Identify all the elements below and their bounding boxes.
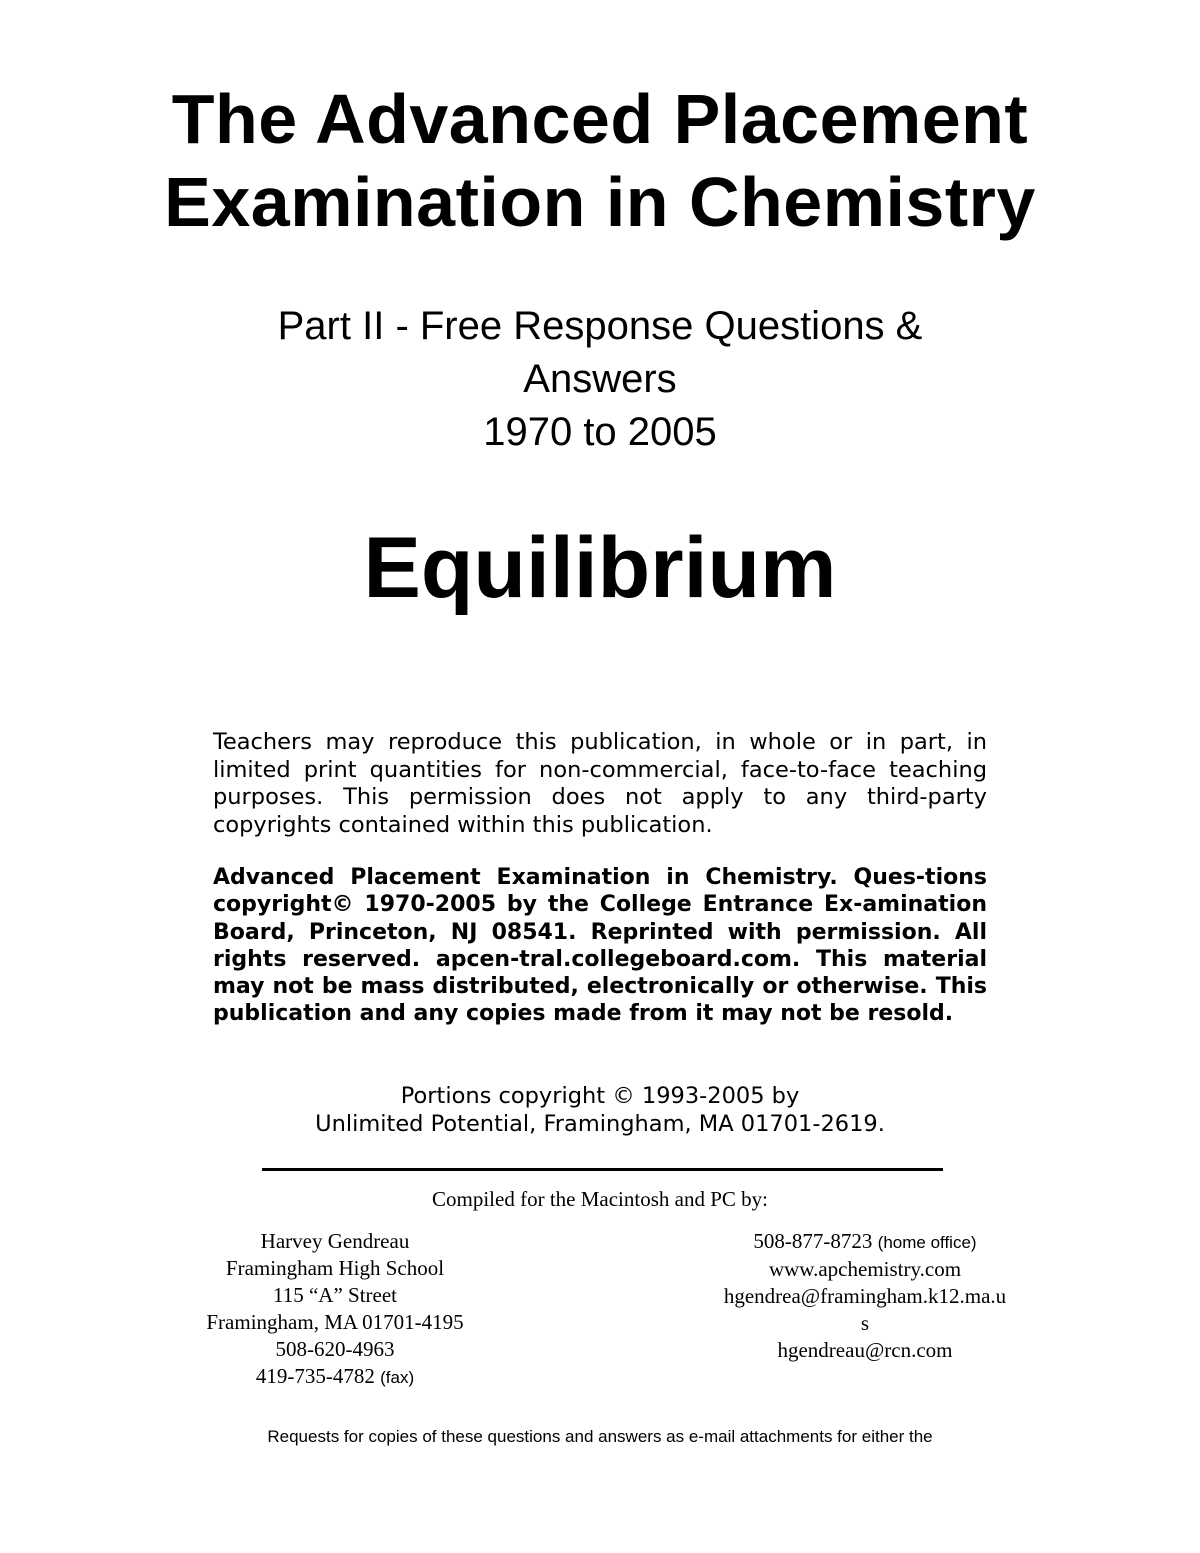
email-part-2: s xyxy=(860,1311,870,1335)
contact-block-right xyxy=(700,1228,1030,1364)
website-link[interactable]: www.apchemistry.com xyxy=(768,1257,962,1281)
document-subtitle xyxy=(150,300,1050,459)
compiled-by-label: Compiled for the Macintosh and PC by: xyxy=(432,1187,768,1211)
home-phone-line xyxy=(700,1228,1030,1256)
subtitle-years: 1970 to 2005 xyxy=(483,410,717,454)
email-link-framingham[interactable] xyxy=(700,1283,1030,1337)
topic-heading: Equilibrium xyxy=(363,520,837,616)
fax-label: (fax) xyxy=(380,1368,415,1387)
email-part-1: hgendrea@framingham.k12.ma.u xyxy=(723,1284,1007,1308)
home-phone: 508-877-8723 xyxy=(753,1229,873,1253)
document-title xyxy=(100,78,1100,244)
requests-text: Requests for copies of these questions and answers as e-mail attachments for either the xyxy=(267,1427,933,1446)
author-name: Harvey Gendreau xyxy=(260,1229,410,1253)
portions-line-2: Unlimited Potential, Framingham, MA 01701-2619. xyxy=(315,1110,885,1137)
title-line-2: Examination in Chemistry xyxy=(164,163,1036,241)
fax-line xyxy=(170,1363,500,1391)
horizontal-divider xyxy=(262,1168,943,1171)
contact-block-left xyxy=(170,1228,500,1391)
school-street: 115 “A” Street xyxy=(272,1283,397,1307)
subtitle-line-2: Answers xyxy=(523,357,677,401)
author-school: Framingham High School xyxy=(225,1256,445,1280)
school-phone: 508-620-4963 xyxy=(275,1337,395,1361)
home-phone-label: (home office) xyxy=(877,1233,977,1252)
portions-line-1: Portions copyright © 1993-2005 by xyxy=(400,1083,800,1109)
fax-number: 419-735-4782 xyxy=(255,1364,375,1388)
title-line-1: The Advanced Placement xyxy=(171,80,1029,158)
subtitle-line-1: Part II - Free Response Questions & xyxy=(277,304,923,348)
school-city: Framingham, MA 01701-4195 xyxy=(206,1310,464,1334)
portions-copyright xyxy=(200,1083,1000,1138)
copyright-notice: Advanced Placement Examination in Chemistry. Ques-tions copyright© 1970-2005 by the College Entrance Ex-amination Board, Princeton, NJ 08541. Reprinted with permission. All rights reserved. apcen-tral.collegeboard.com. This material may not be mass distributed, electronically or otherwise. This publication and any copies made from it may not be resold. xyxy=(213,865,987,1027)
reproduction-notice: Teachers may reproduce this publication, in whole or in part, in limited print quantities for non-commercial, face-to-face teaching purposes. This permission does not apply to any third-party copyrights contained within this publication. xyxy=(213,729,987,838)
email-link-rcn[interactable]: hgendreau@rcn.com xyxy=(777,1338,953,1362)
